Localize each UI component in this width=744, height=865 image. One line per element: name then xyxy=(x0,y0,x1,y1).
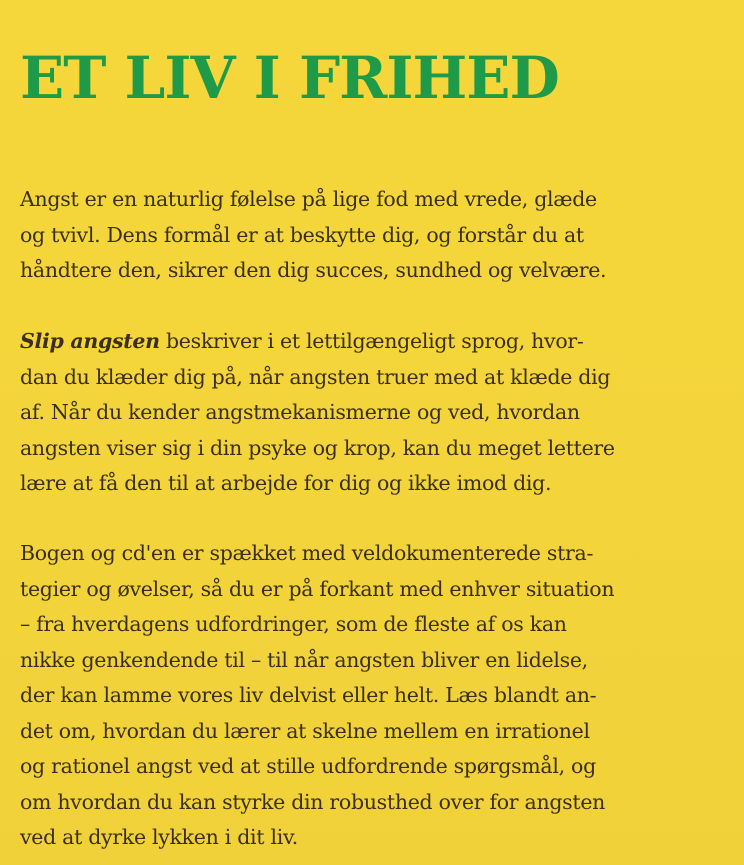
book-description-paragraph xyxy=(20,324,720,502)
page-title: ET LIV I FRIHED xyxy=(20,44,559,112)
text-line: håndtere den, sikrer den dig succes, sundhed og velvære. xyxy=(20,258,607,282)
text-line: af. Når du kender angstmekanismerne og ved, hvordan xyxy=(20,400,580,424)
text-line: lære at få den til at arbejde for dig og ikke imod dig. xyxy=(20,471,552,495)
text-line: ved at dyrke lykken i dit liv. xyxy=(20,825,299,849)
text-line: og tvivl. Dens formål er at beskytte dig, og forstår du at xyxy=(20,222,584,247)
text-line: om hvordan du kan styrke din robusthed over for angsten xyxy=(20,789,606,814)
text-line: Bogen og cd'en er spækket med veldokumenterede stra- xyxy=(20,541,594,565)
contents-paragraph xyxy=(20,536,720,856)
text-fragment: beskriver i et lettilgængeligt sprog, hvor- xyxy=(159,329,584,353)
text-line: – fra hverdagens udfordringer, som de fleste af os kan xyxy=(20,612,567,636)
intro-paragraph xyxy=(20,182,720,289)
text-line: der kan lamme vores liv delvist eller helt. Læs blandt an- xyxy=(20,683,597,707)
text-line: nikke genkendende til – til når angsten bliver en lidelse, xyxy=(20,647,588,672)
text-line: og rationel angst ved at stille udfordrende spørgsmål, og xyxy=(20,754,596,778)
text-line xyxy=(20,324,720,360)
text-line: dan du klæder dig på, når angsten truer med at klæde dig xyxy=(20,364,611,389)
book-title: Slip angsten xyxy=(20,329,160,353)
text-line: Angst er en naturlig følelse på lige fod med vrede, glæde xyxy=(20,187,597,211)
text-line: det om, hvordan du lærer at skelne mellem en irrationel xyxy=(20,718,590,743)
text-line: tegier og øvelser, så du er på forkant med enhver situation xyxy=(20,576,615,601)
text-line: angsten viser sig i din psyke og krop, kan du meget lettere xyxy=(20,435,615,460)
